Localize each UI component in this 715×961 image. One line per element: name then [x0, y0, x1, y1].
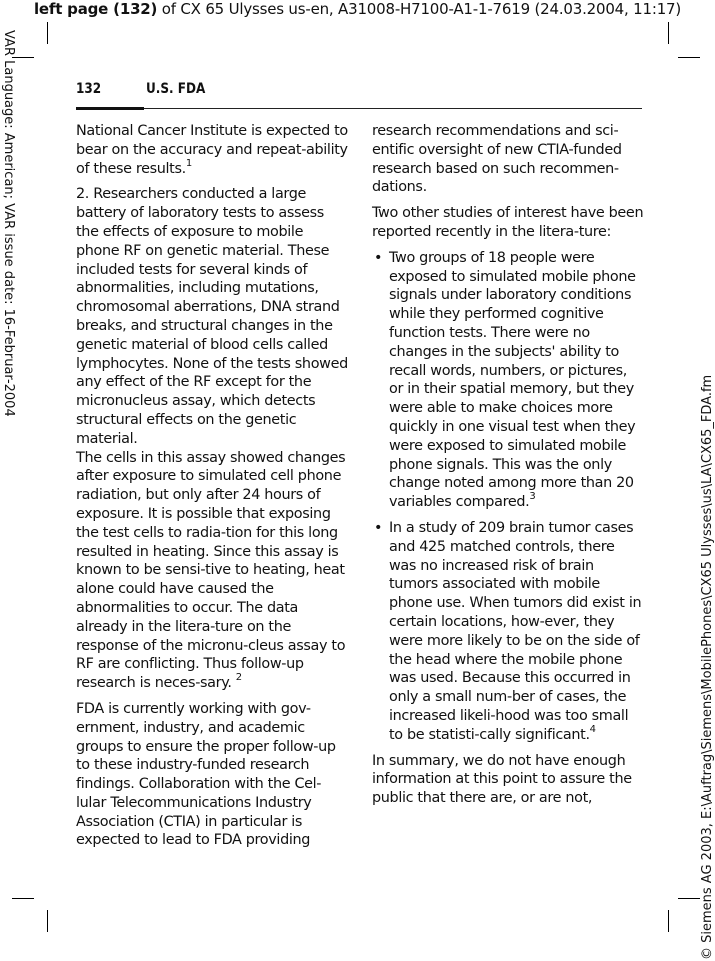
bullet-icon: • [374, 519, 383, 536]
crop-mark-bottom-left-v [47, 910, 48, 932]
list-item-text: In a study of 209 brain tumor cases and 425 matched controls, there was no increased risk of brain tumors associated with mobile phone use. When tumors did exist in certain locations, how-ever, they were more likely to be on the side of the head where the mobile phone was used. Because this occurred in only a small num-ber of cases, the increased likeli-hood was too small to be statisti-cally significant. [389, 519, 642, 743]
paragraph-text: National Cancer Institute is expected to bear on the accuracy and repeat-ability of these results. [76, 123, 348, 177]
crop-mark-bottom-right-v [668, 910, 669, 932]
right-column [372, 122, 644, 815]
footnote-ref: 2 [235, 672, 242, 684]
crop-mark-top-right-h [678, 57, 700, 58]
footnote-ref: 3 [529, 491, 536, 503]
list-item-text: Two groups of 18 people were exposed to simulated mobile phone signals under laboratory conditions while they performed cognitive function tests. There were no changes in the subjects' ability to recall words, numbers, or pictures, or in their spatial memory, but they were able to make choices more quickly in one visual test when they were exposed to simulated mobile phone signals. This was the only change noted among more than 20 variables compared. [389, 249, 636, 511]
paragraph-text: The cells in this assay showed changes after exposure to simulated cell phone radiation, but only after 24 hours of exposure. It is possible that exposing the test cells to radia-tion for this long resulted in heating. Since this assay is known to be sensi-tive to heating, heat alone could have caused the abnormalities to occur. The data already in the litera-ture on the response of the micronu-cleus assay to RF are conflicting. Thus follow-up research is neces-sary. [76, 449, 346, 692]
copyright-filepath-note: © Siemens AG 2003, E:\Auftrag\Siemens\MobilePhones\CX65 Ulysses\us\LA\CX65_FDA.fm [700, 374, 715, 960]
page-number-rule [76, 107, 144, 110]
print-job-details: of CX 65 Ulysses us-en, A31008-H7100-A1-1-7619 (24.03.2004, 11:17) [157, 0, 682, 18]
page-number: 132 [76, 81, 102, 97]
paragraph: Two other studies of interest have been reported recently in the litera-ture: [372, 205, 644, 240]
paragraph: FDA is currently working with gov-ernment, industry, and academic groups to ensure the proper follow-up to these industry-funded research findings. Collaboration with the Cel-lular Telecommunications Industry Association (CTIA) in particular is expected to lead to FDA providing [76, 700, 336, 849]
left-column [76, 122, 348, 857]
crop-mark-bottom-right-h [678, 898, 700, 899]
footnote-ref: 1 [185, 157, 192, 169]
paragraph: research recommendations and sci-entific oversight of new CTIA-funded research based on such recommen-dations. [372, 123, 622, 196]
crop-mark-top-left-v [47, 22, 48, 44]
print-job-banner [0, 0, 715, 18]
bullet-icon: • [374, 249, 383, 266]
list-item [372, 519, 644, 745]
var-language-note: VAR Language: American; VAR issue date: 16-Februar-2004 [1, 30, 16, 417]
page-header [76, 80, 642, 109]
paragraph: 2. Researchers conducted a large battery of laboratory tests to assess the effects of exposure to mobile phone RF on genetic material. These included tests for several kinds of abnormalities, including mutations, chromosomal aberrations, DNA strand breaks, and structural changes in the genetic material of blood cells called lymphocytes. None of the tests showed any effect of the RF except for the micronucleus assay, which detects structural effects on the genetic material. [76, 186, 348, 447]
crop-mark-top-right-v [668, 22, 669, 44]
paragraph [76, 449, 348, 693]
paragraph [76, 122, 348, 178]
print-job-page-label: left page (132) [33, 0, 158, 18]
paragraph: In summary, we do not have enough information at this point to assure the public that there are, or are not, [372, 752, 632, 807]
crop-mark-bottom-left-h [12, 898, 34, 899]
section-title: U.S. FDA [146, 81, 206, 97]
study-list [372, 249, 644, 745]
footnote-ref: 4 [589, 723, 596, 735]
list-item [372, 249, 644, 512]
